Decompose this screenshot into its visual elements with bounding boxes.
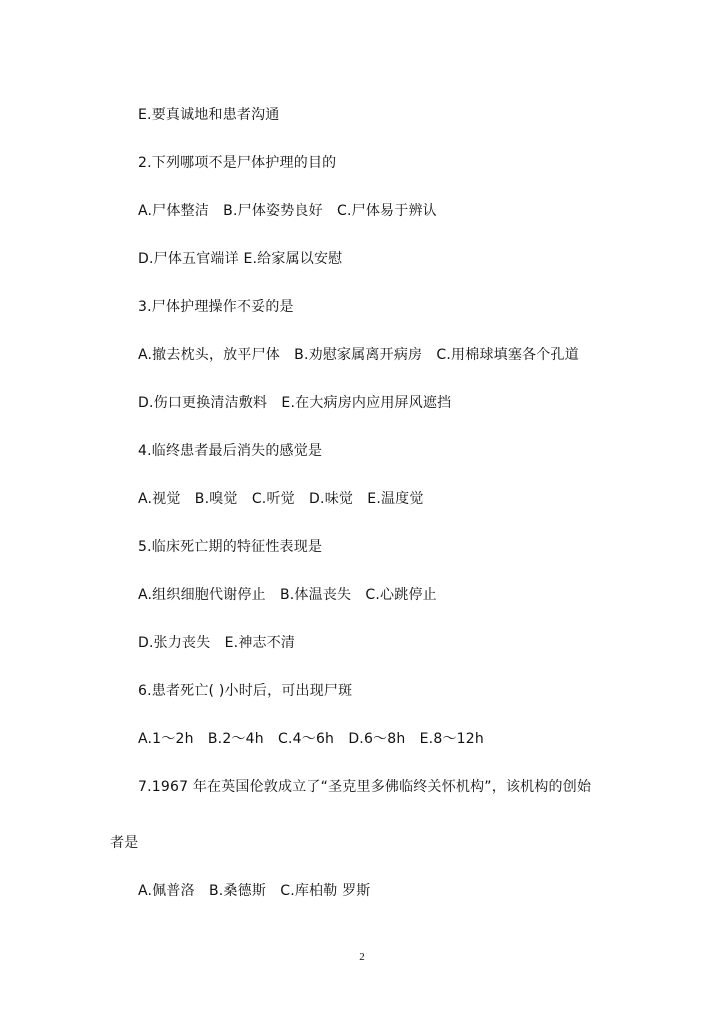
question-2-options-line-2: D.尸体五官端详 E.给家属以安慰: [138, 251, 343, 267]
question-4-text: 4.临终患者最后消失的感觉是: [138, 443, 323, 459]
page-number: 2: [359, 951, 365, 963]
question-7-text-line-1: 7.1967 年在英国伦敦成立了“圣克里多佛临终关怀机构”，该机构的创始: [138, 779, 592, 795]
question-3-options-line-1: A.撤去枕头，放平尸体 B.劝慰家属离开病房 C.用棉球填塞各个孔道: [138, 347, 579, 363]
question-2-text: 2.下列哪项不是尸体护理的目的: [138, 155, 337, 171]
question-2-options-line-1: A.尸体整洁 B.尸体姿势良好 C.尸体易于辨认: [138, 203, 437, 219]
question-7-text-line-2: 者是: [110, 835, 139, 851]
question-4-options: A.视觉 B.嗅觉 C.听觉 D.味觉 E.温度觉: [138, 491, 424, 507]
question-5-options-line-1: A.组织细胞代谢停止 B.体温丧失 C.心跳停止: [138, 587, 437, 603]
question-5-text: 5.临床死亡期的特征性表现是: [138, 539, 323, 555]
question-3-text: 3.尸体护理操作不妥的是: [138, 299, 294, 315]
answer-option-line: E.要真诚地和患者沟通: [138, 107, 280, 123]
question-5-options-line-2: D.张力丧失 E.神志不清: [138, 635, 296, 651]
question-3-options-line-2: D.伤口更换清洁敷料 E.在大病房内应用屏风遮挡: [138, 395, 452, 411]
question-6-options: A.1～2h B.2～4h C.4～6h D.6～8h E.8～12h: [138, 731, 484, 747]
question-7-options: A.佩普洛 B.桑德斯 C.库柏勒 罗斯: [138, 883, 371, 899]
question-6-text: 6.患者死亡( )小时后，可出现尸斑: [138, 683, 353, 699]
